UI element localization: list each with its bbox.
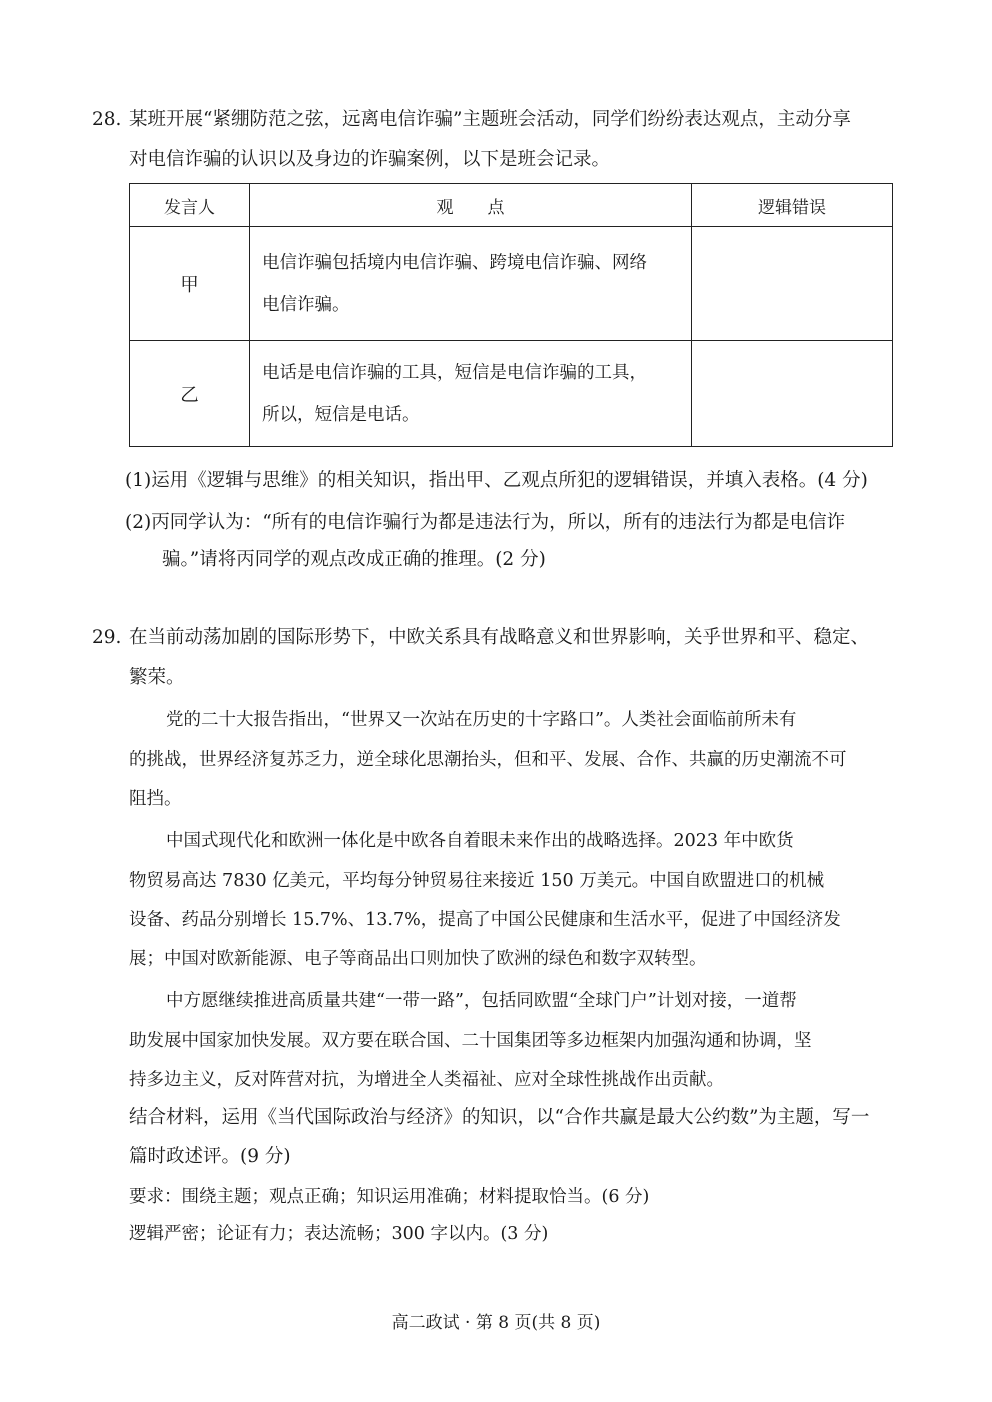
question-stem: 某班开展“紧绷防范之弦，远离电信诈骗”主题班会活动，同学们纷纷表达观点，主动分享 [129,109,851,130]
question-stem: 繁荣。 [129,667,185,688]
view-cell [250,341,692,447]
sub-question-2: 骗。”请将丙同学的观点改成正确的推理。(2 分) [162,549,546,570]
material-paragraph-3: 持多边主义，反对阵营对抗，为增进全人类福祉、应对全球性挑战作出贡献。 [129,1070,724,1090]
material-paragraph-2: 中国式现代化和欧洲一体化是中欧各自着眼未来作出的战略选择。2023 年中欧货 [166,831,794,851]
table-row [130,341,893,447]
speaker-cell: 乙 [130,341,250,447]
view-text: 所以，短信是电话。 [262,404,420,425]
view-text: 电信诈骗。 [262,294,350,315]
material-paragraph-1: 党的二十大报告指出，“世界又一次站在历史的十字路口”。人类社会面临前所未有 [166,710,797,730]
material-paragraph-3: 中方愿继续推进高质量共建“一带一路”，包括同欧盟“全球门户”计划对接，一道帮 [166,991,797,1011]
meeting-record-table [129,183,893,447]
sub-question-2: (2)丙同学认为：“所有的电信诈骗行为都是违法行为，所以，所有的违法行为都是电信诈 [125,512,846,533]
requirements: 要求：围绕主题；观点正确；知识运用准确；材料提取恰当。(6 分) [129,1187,650,1207]
question-number: 29. [92,627,122,648]
material-paragraph-2: 展；中国对欧新能源、电子等商品出口则加快了欧洲的绿色和数字双转型。 [129,949,707,969]
material-paragraph-2: 设备、药品分别增长 15.7%、13.7%，提高了中国公民健康和生活水平，促进了中国经济发 [129,910,841,930]
header-speaker: 发言人 [130,184,250,227]
header-view: 观 点 [250,184,692,227]
view-text: 电信诈骗包括境内电信诈骗、跨境电信诈骗、网络 [262,252,647,273]
logic-error-cell [692,341,893,447]
header-logic-error: 逻辑错误 [692,184,893,227]
question-stem: 对电信诈骗的认识以及身边的诈骗案例，以下是班会记录。 [129,149,611,170]
speaker-cell: 甲 [130,227,250,341]
question-number: 28. [92,109,122,130]
task-instruction: 结合材料，运用《当代国际政治与经济》的知识，以“合作共赢是最大公约数”为主题，写一 [129,1107,870,1128]
material-paragraph-1: 的挑战，世界经济复苏乏力，逆全球化思潮抬头，但和平、发展、合作、共赢的历史潮流不可 [129,750,847,770]
table-header-row [130,184,893,227]
material-paragraph-1: 阻挡。 [129,789,182,809]
view-cell [250,227,692,341]
requirements: 逻辑严密；论证有力；表达流畅；300 字以内。(3 分) [129,1224,549,1244]
material-paragraph-2: 物贸易高达 7830 亿美元，平均每分钟贸易往来接近 150 万美元。中国自欧盟进口的机械 [129,871,825,891]
table-row [130,227,893,341]
material-paragraph-3: 助发展中国家加快发展。双方要在联合国、二十国集团等多边框架内加强沟通和协调，坚 [129,1031,812,1051]
logic-error-cell [692,227,893,341]
task-instruction: 篇时政述评。(9 分) [129,1146,291,1167]
page-footer: 高二政试 · 第 8 页(共 8 页) [391,1313,601,1333]
view-text: 电话是电信诈骗的工具，短信是电信诈骗的工具， [262,362,647,383]
sub-question-1: (1)运用《逻辑与思维》的相关知识，指出甲、乙观点所犯的逻辑错误，并填入表格。(4 分) [125,470,868,491]
question-stem: 在当前动荡加剧的国际形势下，中欧关系具有战略意义和世界影响，关乎世界和平、稳定、 [129,627,870,648]
